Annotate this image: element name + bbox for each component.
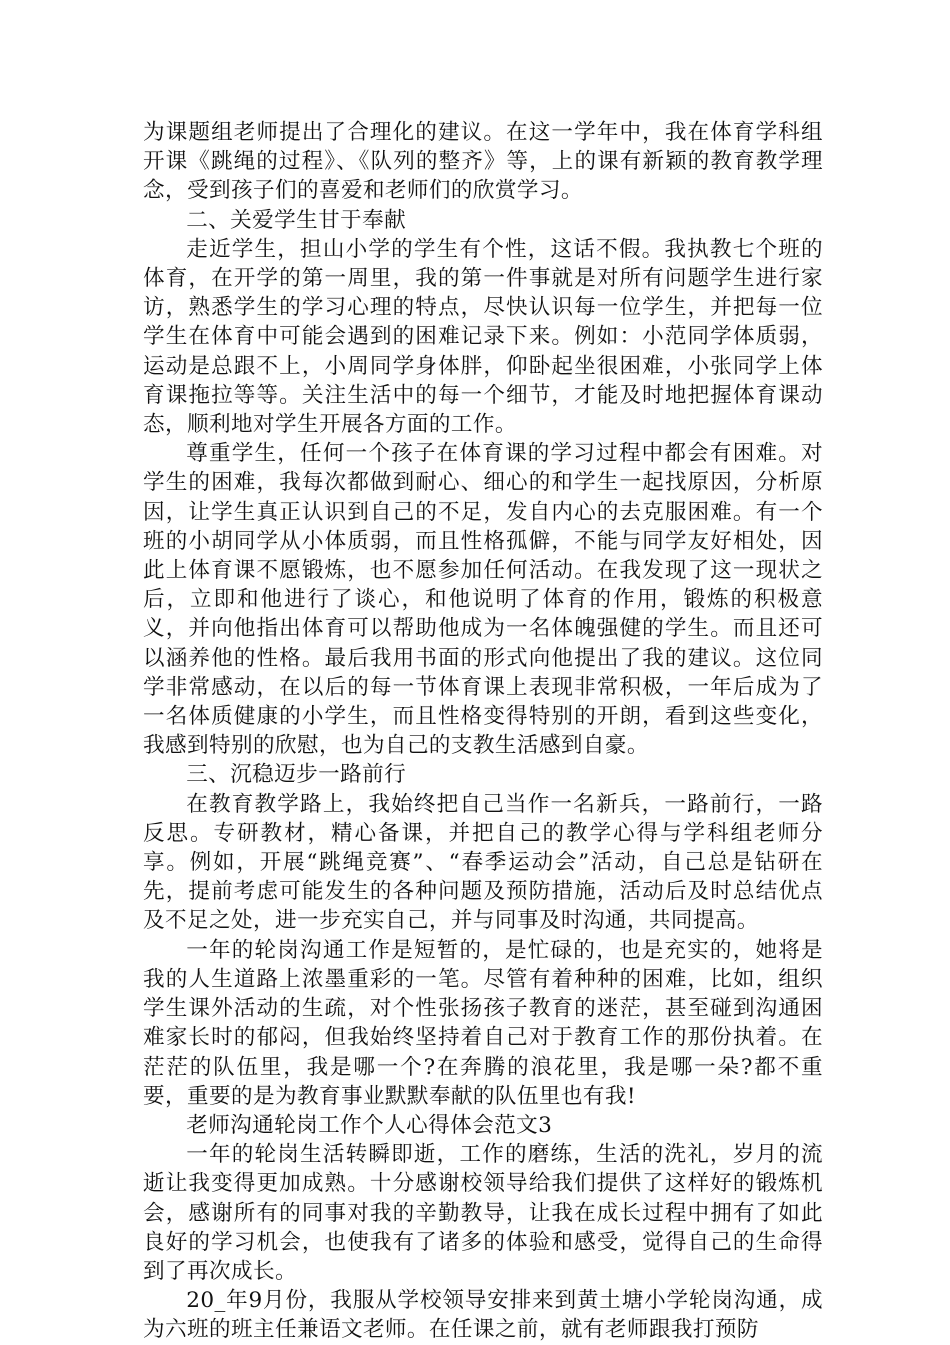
section-heading-steady-progress: 三、沉稳迈步一路前行: [186, 762, 407, 788]
section-heading-care-students: 二、关爱学生甘于奉献: [186, 207, 407, 233]
paragraph-approach-students: 走近学生，担山小学的学生有个性，这话不假。我执教七个班的体育，在开学的第一周里，我的第一件事就是对所有问题学生进行家访，熟悉学生的学习心理的特点，尽快认识每一位学生，并把每一位学生在体育中可能会遇到的困难记录下来。例如：小范同学体质弱，运动是总跟不上，小周同学身体胖，仰卧起坐很困难，小张同学上体育课拖拉等等。关注生活中的每一个细节，才能及时地把握体育课动态，顺利地对学生开展各方面的工作。: [143, 236, 823, 438]
document-page: [143, 118, 823, 1345]
paragraph-continuation: 为课题组老师提出了合理化的建议。在这一学年中，我在体育学科组开课《跳绳的过程》、《队列的整齐》等，上的课有新颖的教育教学理念，受到孩子们的喜爱和老师们的欣赏学习。: [143, 120, 823, 204]
paragraph-respect-students: 尊重学生，任何一个孩子在体育课的学习过程中都会有困难。对学生的困难，我每次都做到耐心、细心的和学生一起找原因，分析原因，让学生真正认识到自己的不足，发自内心的去克服困难。有一个班的小胡同学从小体质弱，而且性格孤僻，不能与同学友好相处，因此上体育课不愿锻炼，也不愿参加任何活动。在我发现了这一现状之后，立即和他进行了谈心，和他说明了体育的作用，锻炼的积极意义，并向他指出体育可以帮助他成为一名体魄强健的学生。而且还可以涵养他的性格。最后我用书面的形式向他提出了我的建议。这位同学非常感动，在以后的每一节体育课上表现非常积极，一年后成为了一名体质健康的小学生，而且性格变得特别的开朗，看到这些变化，我感到特别的欣慰，也为自己的支教生活感到自豪。: [143, 441, 823, 759]
paragraph-rotation-summary: 一年的轮岗沟通工作是短暂的，是忙碌的，也是充实的，她将是我的人生道路上浓墨重彩的一笔。尽管有着种种的困难，比如，组织学生课外活动的生疏，对个性张扬孩子教育的迷茫，甚至碰到沟通困难家长时的郁闷，但我始终坚持着自己对于教育工作的那份执着。在茫茫的队伍里，我是哪一个?在奔腾的浪花里，我是哪一朵?都不重要，重要的是为教育事业默默奉献的队伍里也有我!: [143, 937, 823, 1109]
essay-title-3: 老师沟通轮岗工作个人心得体会范文3: [186, 1112, 553, 1138]
paragraph-teaching-path: 在教育教学路上，我始终把自己当作一名新兵，一路前行，一路反思。专研教材，精心备课，并把自己的教学心得与学科组老师分享。例如，开展“跳绳竞赛”、“春季运动会”活动，自己总是钻研在先，提前考虑可能发生的各种问题及预防措施，活动后及时总结优点及不足之处，进一步充实自己，并与同事及时沟通，共同提高。: [143, 791, 823, 934]
paragraph-assignment: 20_年9月份，我服从学校领导安排来到黄土塘小学轮岗沟通，成为六班的班主任兼语文老师。在任课之前，就有老师跟我打预防: [143, 1288, 823, 1343]
paragraph-rotation-life: 一年的轮岗生活转瞬即逝，工作的磨练，生活的洗礼，岁月的流逝让我变得更加成熟。十分感谢校领导给我们提供了这样好的锻炼机会，感谢所有的同事对我的辛勤教导，让我在成长过程中拥有了如此良好的学习机会，也使我有了诸多的体验和感受，觉得自己的生命得到了再次成长。: [143, 1142, 823, 1284]
